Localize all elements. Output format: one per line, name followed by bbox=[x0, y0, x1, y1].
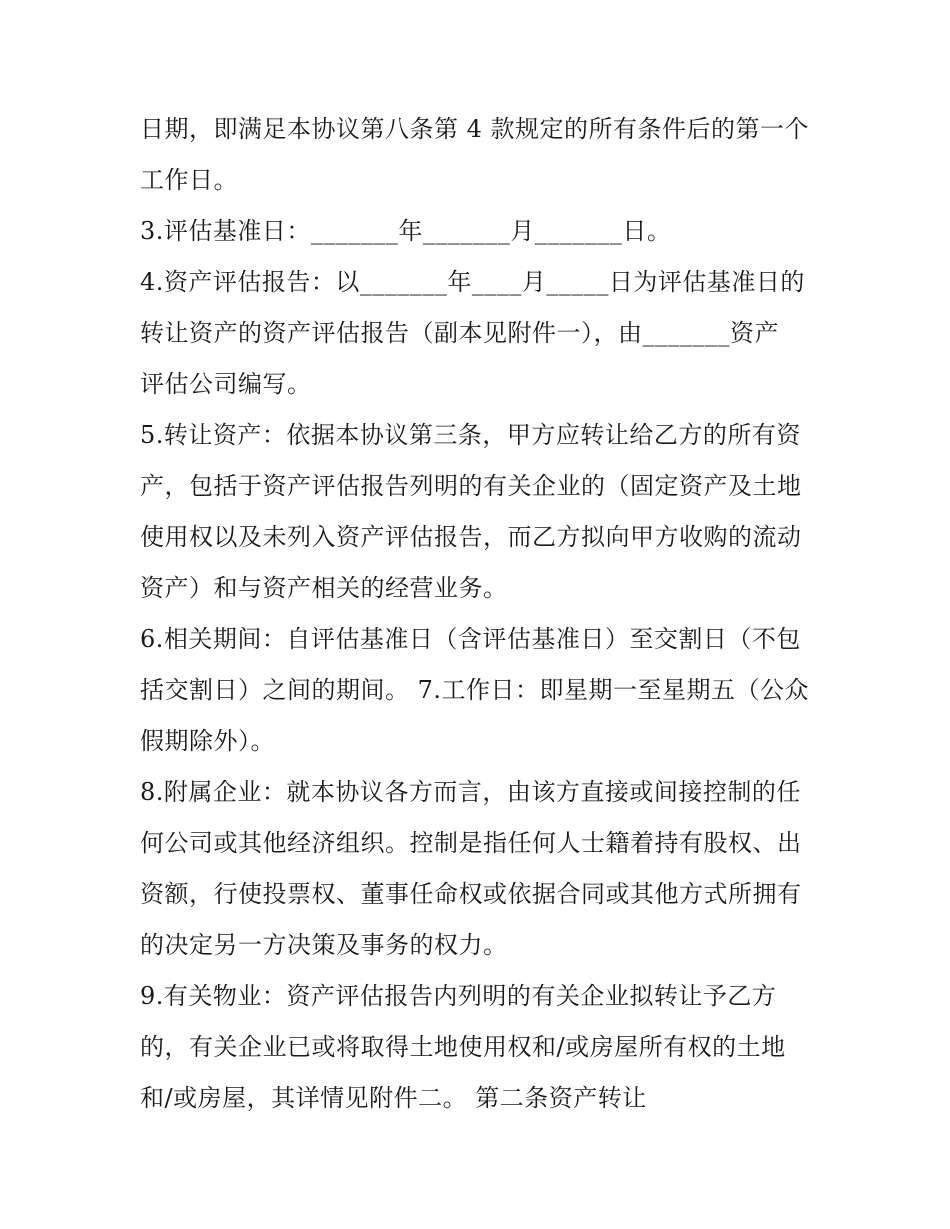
text-line: 产，包括于资产评估报告列明的有关企业的（固定资产及土地 bbox=[140, 472, 802, 500]
text-line: 和/或房屋，其详情见附件二。 第二条资产转让 bbox=[140, 1084, 647, 1112]
text-line: 评估公司编写。 bbox=[140, 370, 312, 398]
text-line: 3.评估基准日：_______年_______月_______日。 bbox=[140, 217, 672, 245]
text-line: 使用权以及未列入资产评估报告，而乙方拟向甲方收购的流动 bbox=[140, 523, 802, 551]
text-line: 9.有关物业：资产评估报告内列明的有关企业拟转让予乙方 bbox=[140, 982, 777, 1010]
text-line: 日期，即满足本协议第八条第 4 款规定的所有条件后的第一个 bbox=[140, 115, 810, 143]
text-line: 资额，行使投票权、董事任命权或依据合同或其他方式所拥有 bbox=[140, 880, 802, 908]
text-line: 括交割日）之间的期间。 7.工作日：即星期一至星期五（公众 bbox=[140, 676, 810, 704]
text-line: 5.转让资产：依据本协议第三条，甲方应转让给乙方的所有资 bbox=[140, 421, 801, 449]
text-line: 转让资产的资产评估报告（副本见附件一），由_______资产 bbox=[140, 319, 779, 347]
text-line: 的决定另一方决策及事务的权力。 bbox=[140, 931, 508, 959]
text-line: 4.资产评估报告：以_______年____月_____日为评估基准日的 bbox=[140, 268, 805, 296]
text-line: 假期除外）。 bbox=[140, 727, 275, 755]
text-line: 何公司或其他经济组织。控制是指任何人士籍着持有股权、出 bbox=[140, 829, 802, 857]
text-line: 工作日。 bbox=[140, 166, 238, 194]
text-line: 资产）和与资产相关的经营业务。 bbox=[140, 574, 508, 602]
text-line: 6.相关期间：自评估基准日（含评估基准日）至交割日（不包 bbox=[140, 625, 801, 653]
text-line: 的，有关企业已或将取得土地使用权和/或房屋所有权的土地 bbox=[140, 1033, 786, 1061]
text-line: 8.附属企业：就本协议各方而言，由该方直接或间接控制的任 bbox=[140, 778, 801, 806]
